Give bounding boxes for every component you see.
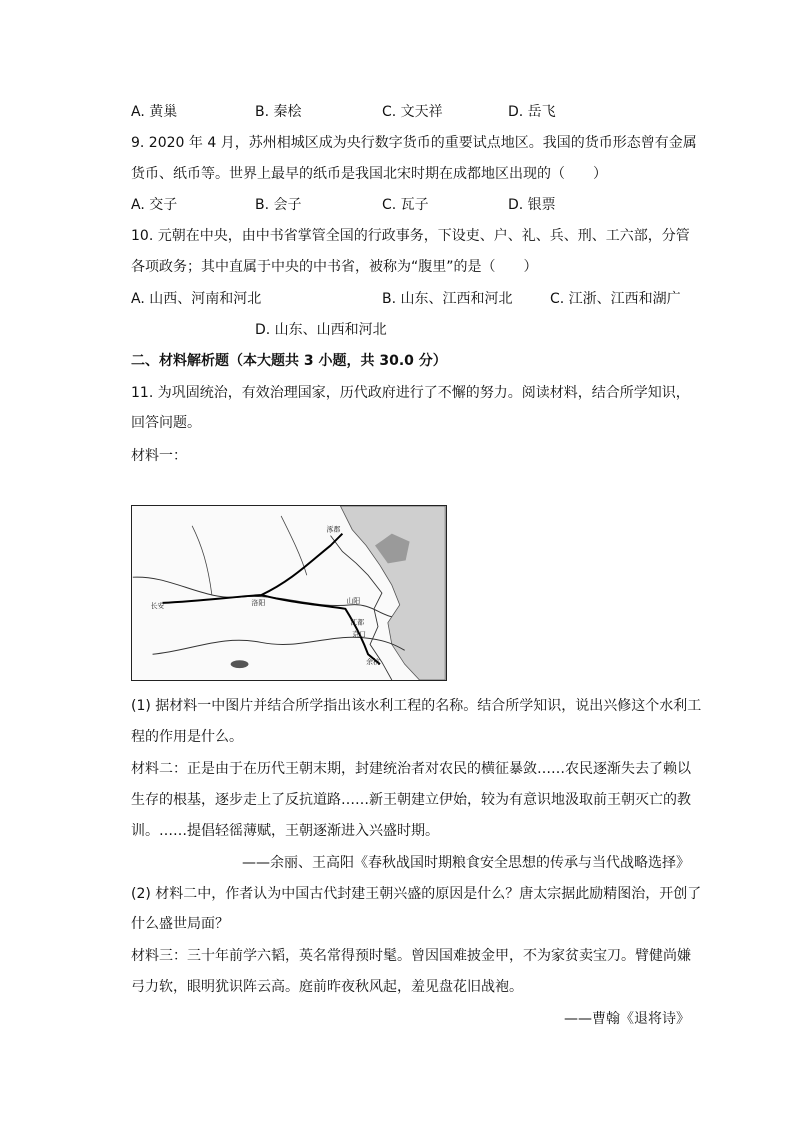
q8-option-a: A. 黄巢 xyxy=(131,104,178,120)
q10-option-a: A. 山西、河南和河北 xyxy=(131,291,262,307)
q11-sub1-line2: 程的作用是什么。 xyxy=(131,729,243,745)
q11-sub2-line1: (2) 材料二中，作者认为中国古代封建王朝兴盛的原因是什么？唐太宗据此励精图治，开创了 xyxy=(131,886,702,902)
canal-north xyxy=(162,534,342,603)
q10-option-c: C. 江浙、江西和湖广 xyxy=(550,291,681,307)
label-zhuojun: 涿郡 xyxy=(326,525,341,534)
island xyxy=(231,660,249,668)
river-north xyxy=(192,526,212,595)
q11-stem-line1: 11. 为巩固统治，有效治理国家，历代政府进行了不懈的努力。阅读材料，结合所学知识， xyxy=(131,385,690,401)
map-svg xyxy=(132,506,446,680)
q11-stem-line2: 回答问题。 xyxy=(131,415,201,431)
q10-option-b: B. 山东、江西和河北 xyxy=(382,291,513,307)
q9-option-a: A. 交子 xyxy=(131,197,178,213)
material3-line1: 材料三：三十年前学六韬，英名常得预时髦。曾因国难披金甲，不为家贫卖宝刀。臂健尚嫌 xyxy=(131,948,691,964)
material2-line3: 训。……提倡轻徭薄赋，王朝逐渐进入兴盛时期。 xyxy=(131,823,439,839)
label-jingkou: 京口 xyxy=(352,630,367,639)
label-jiangdu: 江都 xyxy=(350,618,365,627)
material1-label: 材料一： xyxy=(131,448,187,464)
q9-option-d: D. 银票 xyxy=(508,197,556,213)
q10-stem-line1: 10. 元朝在中央，由中书省掌管全国的行政事务，下设吏、户、礼、兵、刑、工六部，分管 xyxy=(131,228,690,244)
q9-stem-line2: 货币、纸币等。世界上最早的纸币是我国北宋时期在成都地区出现的（ ） xyxy=(131,166,607,182)
q8-option-c: C. 文天祥 xyxy=(382,104,443,120)
q8-option-b: B. 秦桧 xyxy=(255,104,302,120)
label-yuhang: 余杭 xyxy=(366,658,380,667)
q11-sub1-line1: (1) 据材料一中图片并结合所学指出该水利工程的名称。结合所学知识，说出兴修这个水利工 xyxy=(131,698,702,714)
q9-option-b: B. 会子 xyxy=(255,197,302,213)
label-luoyang: 洛阳 xyxy=(251,598,266,607)
material2-line2: 生存的根基，逐步走上了反抗道路……新王朝建立伊始，较为有意识地汲取前王朝灭亡的教 xyxy=(131,792,691,808)
q10-stem-line2: 各项政务；其中直属于中央的中书省，被称为“腹里”的是（ ） xyxy=(131,259,538,275)
q11-sub2-line2: 什么盛世局面？ xyxy=(131,916,229,932)
label-shanyang: 山阳 xyxy=(346,596,361,605)
label-changan: 长安 xyxy=(150,601,165,610)
section-heading: 二、材料解析题（本大题共 3 小题，共 30.0 分） xyxy=(131,353,447,369)
grand-canal-map xyxy=(131,505,447,681)
material3-source: ——曹翰《退将诗》 xyxy=(564,1011,690,1027)
q8-option-d: D. 岳飞 xyxy=(508,104,556,120)
q10-option-d: D. 山东、山西和河北 xyxy=(255,322,387,338)
q9-option-c: C. 瓦子 xyxy=(382,197,429,213)
sea-area xyxy=(340,506,445,680)
material2-source: ——余丽、王高阳《春秋战国时期粮食安全思想的传承与当代战略选择》 xyxy=(242,855,690,871)
material2-line1: 材料二：正是由于在历代王朝末期，封建统治者对农民的横征暴敛……农民逐渐失去了赖以 xyxy=(131,761,691,777)
material3-line2: 弓力软，眼明犹识阵云高。庭前昨夜秋风起，羞见盘花旧战袍。 xyxy=(131,979,523,995)
q9-stem-line1: 9. 2020 年 4 月，苏州相城区成为央行数字货币的重要试点地区。我国的货币形态曾有金属 xyxy=(131,135,697,151)
river-mid xyxy=(281,516,307,575)
